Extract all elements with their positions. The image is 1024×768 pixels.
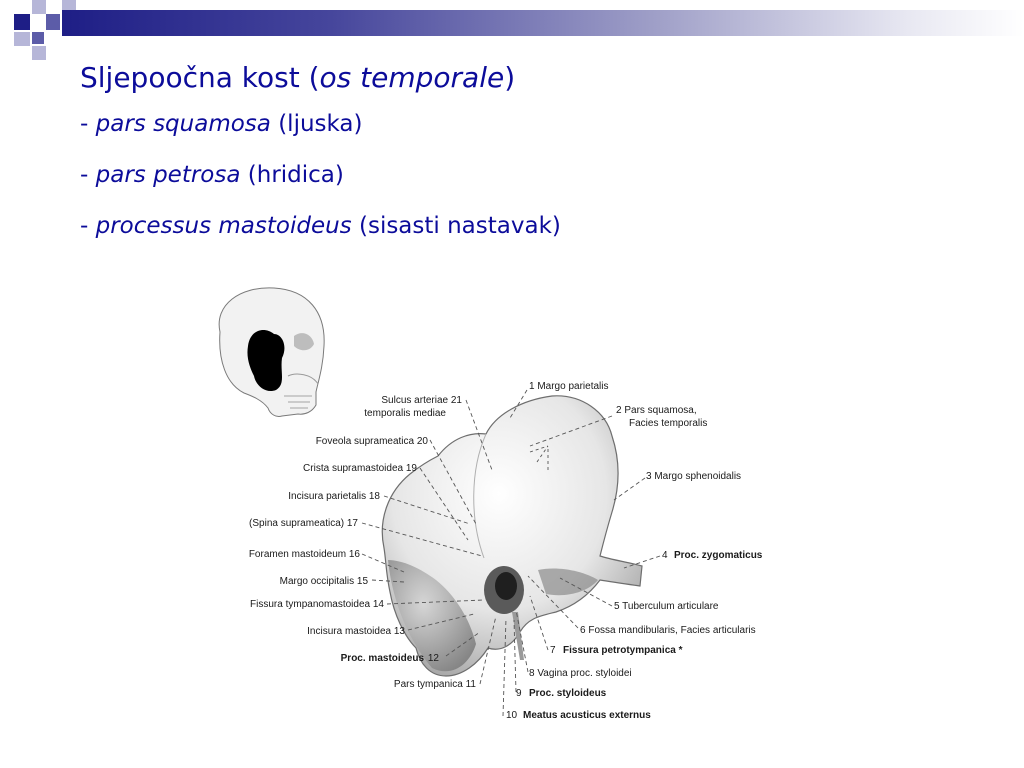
label-proc-zygomaticus: Proc. zygomaticus — [674, 550, 763, 561]
label-crista-supramastoidea: Crista supramastoidea 19 — [303, 463, 417, 474]
label-incisura-mastoidea: Incisura mastoidea 13 — [307, 626, 405, 637]
bullet-latin: pars petrosa — [95, 162, 241, 188]
label-temporalis-mediae: temporalis mediae — [364, 408, 446, 419]
title-paren: ) — [504, 61, 516, 94]
label-pars-squamosa: 2 Pars squamosa, — [616, 405, 697, 416]
label-foramen-mastoideum: Foramen mastoideum 16 — [248, 549, 360, 560]
bullet-latin: pars squamosa — [95, 111, 271, 137]
label-proc-styloideus: Proc. styloideus — [529, 688, 607, 699]
label-foveola-suprameatica: Foveola suprameatica 20 — [315, 436, 428, 447]
label-margo-parietalis: 1 Margo parietalis — [529, 381, 609, 392]
skull-icon — [219, 288, 324, 417]
label-meatus-acusticus-externus: Meatus acusticus externus — [523, 710, 651, 721]
bullet-dash: - — [80, 162, 96, 188]
label-incisura-parietalis: Incisura parietalis 18 — [288, 491, 380, 502]
bullet-latin: processus mastoideus — [95, 213, 352, 239]
bullet-dash: - — [80, 213, 96, 239]
label-fissura-tympanomastoidea: Fissura tympanomastoidea 14 — [250, 599, 384, 610]
label-facies-temporalis: Facies temporalis — [629, 418, 708, 429]
bullet-local: (ljuska) — [270, 111, 363, 137]
label-tuberculum-articulare: 5 Tuberculum articulare — [614, 601, 719, 612]
label-margo-occipitalis: Margo occipitalis 15 — [279, 576, 368, 587]
label-fissura-petrotympanica: Fissura petrotympanica * — [563, 645, 683, 656]
label-number-7: 7 — [550, 645, 556, 656]
bullet-local: (hridica) — [240, 162, 344, 188]
title-latin: os temporale — [319, 61, 505, 94]
label-number-4: 4 — [662, 550, 668, 561]
label-margo-sphenoidalis: 3 Margo sphenoidalis — [646, 471, 742, 482]
label-sulcus-arteriae: Sulcus arteriae 21 — [381, 395, 462, 406]
label-spina-suprameatica: (Spina suprameatica) 17 — [249, 518, 358, 529]
title-text: Sljepoočna kost ( — [80, 61, 320, 94]
label-number-12: 12 — [427, 653, 439, 664]
label-vagina-proc-styloidei: 8 Vagina proc. styloidei — [529, 668, 632, 679]
label-proc-mastoideus: Proc. mastoideus — [340, 653, 424, 664]
bullet-local: (sisasti nastavak) — [351, 213, 561, 239]
label-pars-tympanica: Pars tympanica 11 — [393, 679, 476, 690]
label-fossa-mandibularis: 6 Fossa mandibularis, Facies articularis — [580, 625, 756, 636]
bullet-dash: - — [80, 111, 96, 137]
label-number-10: 10 — [506, 710, 518, 721]
label-number-9: 9 — [516, 688, 522, 699]
